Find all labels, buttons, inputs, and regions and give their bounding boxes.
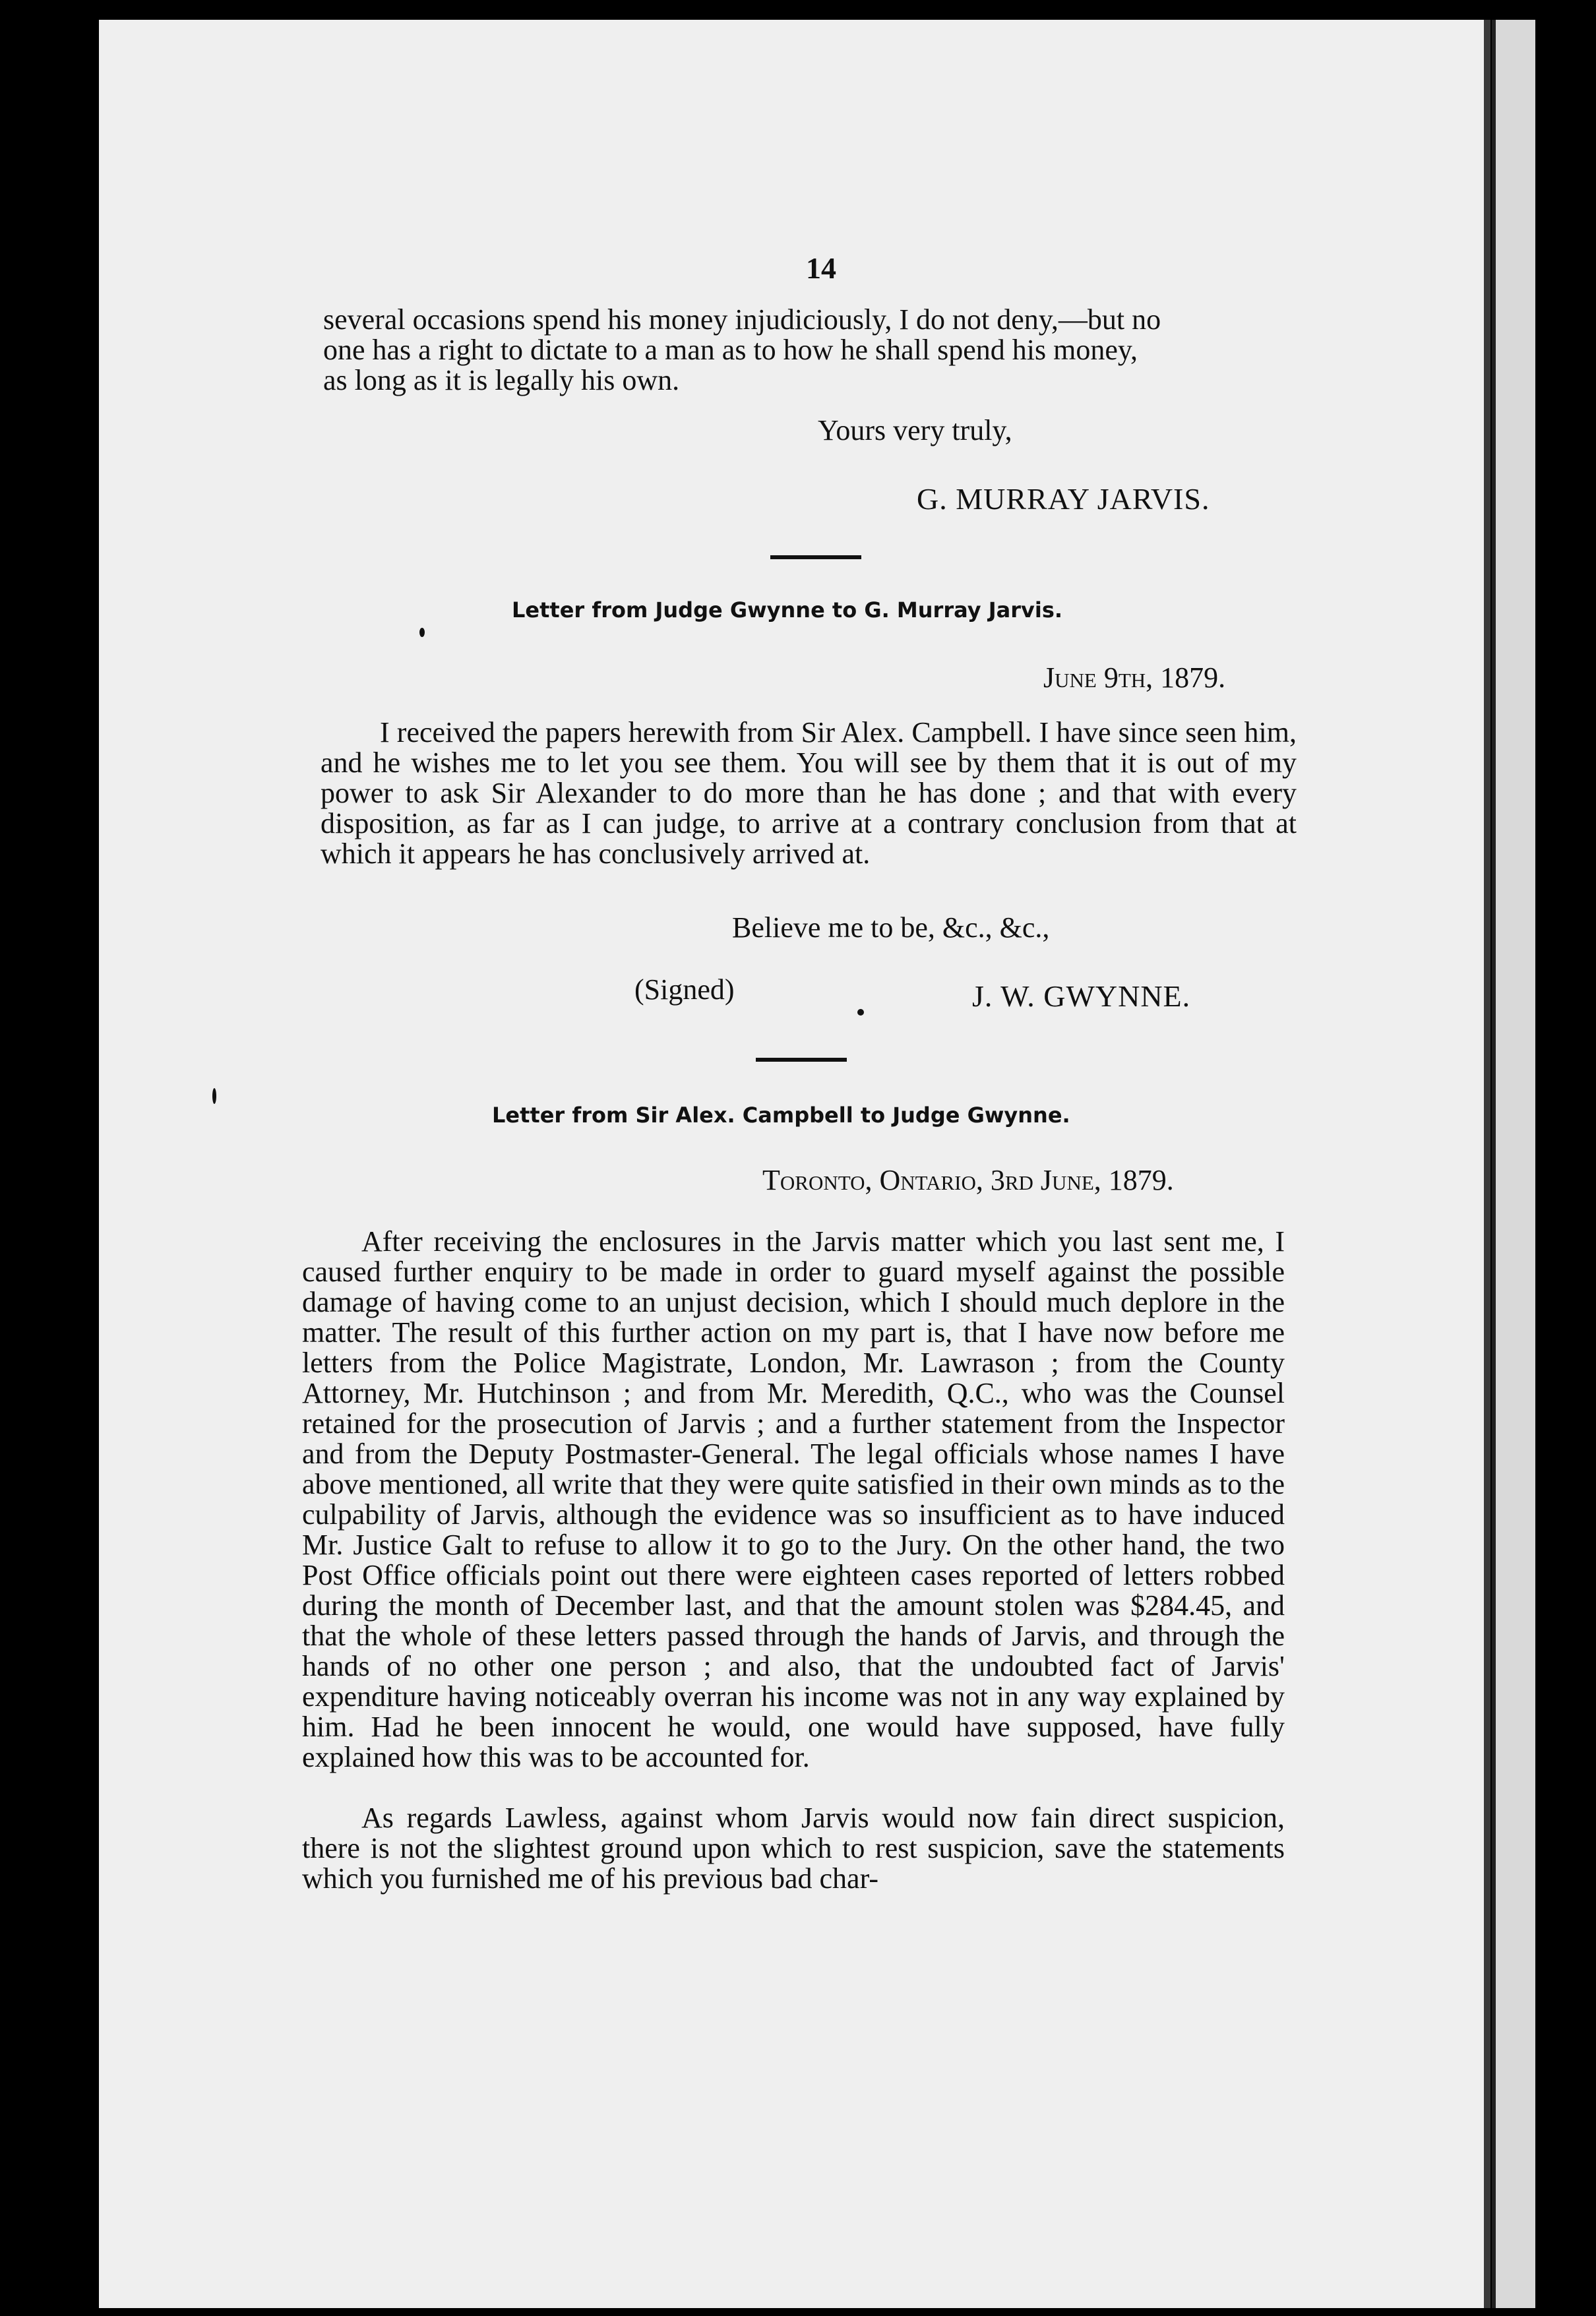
letter2-body: [302, 1227, 1285, 1894]
facing-page-edge: [1492, 20, 1535, 2308]
continuation-signature: G. MURRAY JARVIS.: [917, 482, 1210, 516]
letter1-body: [321, 717, 1297, 869]
letter1-closing: Believe me to be, &c., &c.,: [732, 911, 1050, 944]
letter1-heading: Letter from Judge Gwynne to G. Murray Jarvis.: [512, 597, 1063, 623]
continuation-text: [323, 305, 1299, 396]
scan-speck: [419, 628, 425, 637]
page-gutter: [1484, 20, 1490, 2308]
continuation-closing: Yours very truly,: [818, 414, 1012, 446]
continuation-line: several occasions spend his money injudiciously, I do not deny,—but no: [323, 303, 1161, 336]
letter1-signature: J. W. GWYNNE.: [972, 979, 1191, 1013]
letter1-signed-label: (Signed): [634, 973, 735, 1006]
continuation-line: one has a right to dictate to a man as to how he shall spend his money,: [323, 334, 1138, 366]
scan-speck: [212, 1088, 216, 1104]
section-divider: [756, 1058, 847, 1062]
section-divider: [770, 555, 861, 559]
letter2-heading: Letter from Sir Alex. Campbell to Judge Gwynne.: [492, 1103, 1070, 1128]
letter2-dateline: Toronto, Ontario, 3rd June, 1879.: [762, 1164, 1174, 1196]
letter2-paragraph-2: As regards Lawless, against whom Jarvis would now fain direct suspicion, there is not the slightest ground upon which to rest suspicion, save the statements which you furnished me of his previous bad char-: [302, 1802, 1285, 1895]
letter1-date: June 9th, 1879.: [1043, 661, 1226, 694]
letter2-paragraph-1: After receiving the enclosures in the Jarvis matter which you last sent me, I caused further enquiry to be made in order to guard myself against the possible damage of having come to an unjust decision, which I should much deplore in the matter. The result of this further action on my part is, that I have now before me letters from the Police Magistrate, London, Mr. Lawrason ; from the County Attorney, Mr. Hutchinson ; and from Mr. Meredith, Q.C., who was the Counsel retained for the prosecution of Jarvis ; and a further statement from the Inspector and from the Deputy Postmaster-General. The legal officials whose names I have above mentioned, all write that they were quite satisfied in their own minds as to the culpability of Jarvis, although the evidence was so insufficient as to have induced Mr. Justice Galt to refuse to allow it to go to the Jury. On the other hand, the two Post Office officials point out there were eighteen cases reported of letters robbed during the month of December last, and that the amount stolen was $284.45, and that the whole of these letters passed through the hands of Jarvis, and through the hands of no other one person ; and also, that the undoubted fact of Jarvis' expenditure having noticeably overran his income was not in any way explained by him. Had he been innocent he would, one would have supposed, have fully explained how this was to be accounted for.: [302, 1225, 1285, 1773]
page-number: 14: [806, 251, 836, 285]
letter1-paragraph: I received the papers herewith from Sir Alex. Campbell. I have since seen him, and he wishes me to let you see them. You will see by them that it is out of my power to ask Sir Alexander to do more than he has done ; and that with every disposition, as far as I can judge, to arrive at a contrary conclusion from that at which it appears he has conclusively arrived at.: [321, 716, 1297, 870]
scan-speck: [857, 1009, 864, 1016]
continuation-line: as long as it is legally his own.: [323, 364, 680, 396]
